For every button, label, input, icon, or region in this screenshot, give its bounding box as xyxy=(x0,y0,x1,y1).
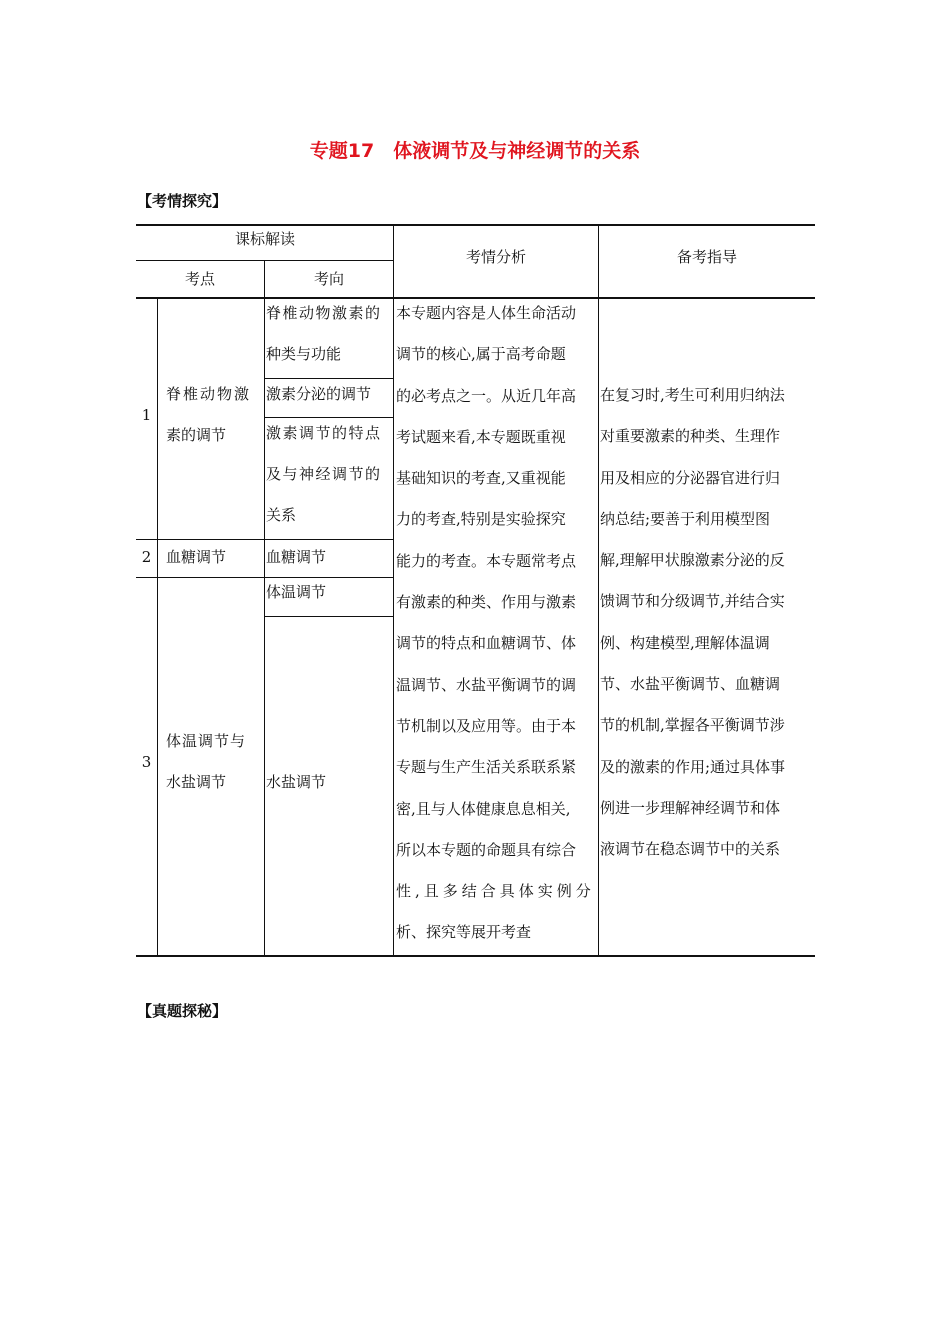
col-divider xyxy=(393,224,394,956)
kaodian-text: 脊椎动物激 xyxy=(166,385,252,403)
page-title: 专题17 体液调节及与神经调节的关系 xyxy=(309,140,641,162)
kaodian-text: 体温调节与 xyxy=(166,732,247,750)
header-kaoxiang: 考向 xyxy=(313,270,344,288)
col-divider xyxy=(157,298,158,956)
header-kaoqing: 考情分析 xyxy=(465,248,526,266)
col-divider xyxy=(598,224,599,956)
kaoxiang-text: 脊椎动物激素的 xyxy=(266,304,382,322)
analysis-text: 本专题内容是人体生命活动 调节的核心,属于高考命题 的必考点之一。从近几年高 考试题来看,本专题既重视 基础知识的考查,又重视能 力的考查,特别是实验探究 能力的考查。本专题常考点 有激素的种类、作用与激素 调节的特点和血糖调节、体 温调节、水盐平衡调节的调 节机制以及应用等。由于本 专题与生产生活关系联系紧 密,且与人体健康息息相关, 所以本专题的命题具有综合 性,且多结合具体实例分 析、探究等展开考查 xyxy=(396,304,595,942)
kaodian-text: 血糖调节 xyxy=(166,548,227,566)
kaoxiang-text: 关系 xyxy=(266,506,297,524)
kaoxiang-text: 血糖调节 xyxy=(266,548,327,566)
section-label-kaoqing: 【考情探究】 xyxy=(137,192,228,210)
section-label-zhenti: 【真题探秘】 xyxy=(137,1002,228,1020)
table-bottom-border xyxy=(136,955,815,957)
kaoxiang-text: 激素分泌的调节 xyxy=(266,385,372,403)
kaoxiang-text: 体温调节 xyxy=(266,583,327,601)
kaoxiang-text: 激素调节的特点 xyxy=(266,424,382,442)
header-kaodian: 考点 xyxy=(184,270,215,288)
header-beikao: 备考指导 xyxy=(676,248,737,266)
row-number: 1 xyxy=(141,406,152,424)
header-kebiao: 课标解读 xyxy=(234,230,295,248)
row-divider xyxy=(264,616,394,617)
kaodian-text: 素的调节 xyxy=(166,426,227,444)
kaodian-text: 水盐调节 xyxy=(166,773,227,791)
kaoxiang-text: 及与神经调节的 xyxy=(266,465,382,483)
kaoxiang-text: 种类与功能 xyxy=(266,345,342,363)
col-divider xyxy=(264,260,265,956)
kaoxiang-text: 水盐调节 xyxy=(266,773,327,791)
row-number: 2 xyxy=(141,548,152,566)
guide-text: 在复习时,考生可利用归纳法 对重要激素的种类、生理作 用及相应的分泌器官进行归 纳总结;要善于利用模型图 解,理解甲状腺激素分泌的反 馈调节和分级调节,并结合实 例、构建模型,理解体温调 节、水盐平衡调节、血糖调 节的机制,掌握各平衡调节涉 及的激素的作用;通过具体事 例进一步理解神经调节和体 液调节在稳态调节中的关系 xyxy=(600,386,786,859)
row-number: 3 xyxy=(141,753,152,771)
